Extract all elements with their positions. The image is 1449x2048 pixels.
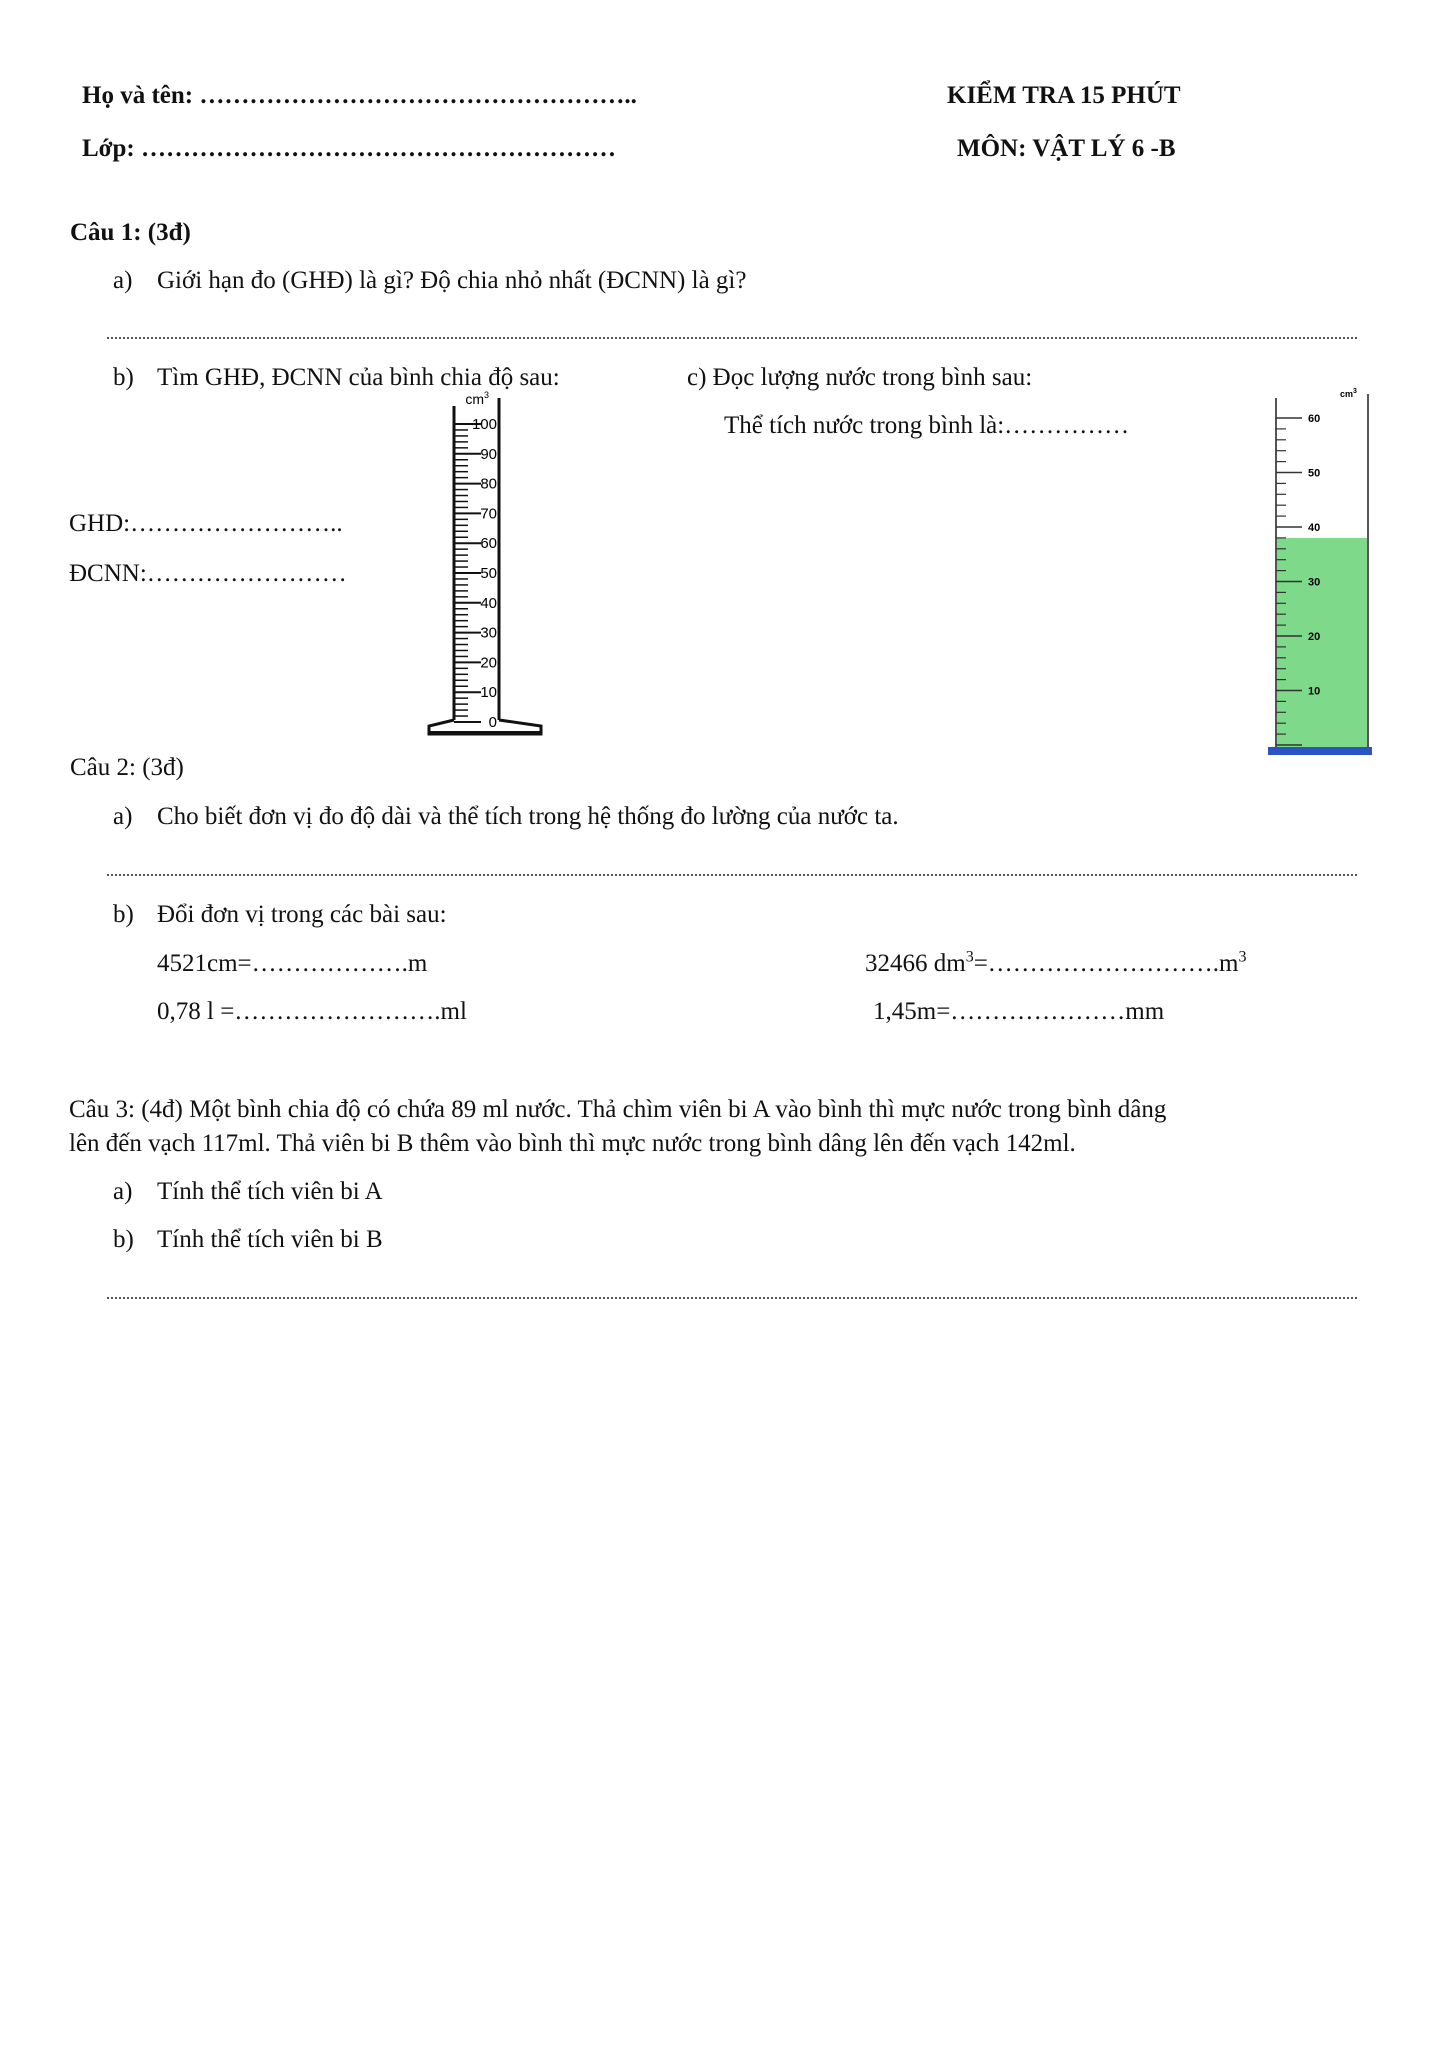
cylinder2-label: 50 — [1308, 467, 1321, 480]
conversion-2-sup2: 3 — [1238, 948, 1247, 966]
q3-b-text: Tính thể tích viên bi B — [157, 1226, 383, 1253]
q1-a-text: Giới hạn đo (GHĐ) là gì? Độ chia nhỏ nhất (ĐCNN) là gì? — [157, 267, 747, 294]
conversion-1[interactable]: 4521cm=……………….m — [157, 950, 428, 977]
answer-line-q2a[interactable] — [107, 874, 1357, 876]
cylinder2-label: 60 — [1308, 413, 1321, 425]
q2-title: Câu 2: (3đ) — [70, 754, 184, 781]
conversion-2-post: =……………………….m — [973, 950, 1239, 977]
cylinder2-label: 10 — [1308, 685, 1321, 698]
q1-b-marker: b) — [113, 364, 134, 391]
cylinder1-label: 60 — [480, 535, 497, 553]
q3-line-1: Câu 3: (4đ) Một bình chia độ có chứa 89 ml nước. Thả chìm viên bi A vào bình thì mực nước trong bình dâng — [69, 1096, 1167, 1123]
q1-ghd-text[interactable]: GHD:…………………….. — [69, 510, 343, 537]
cylinder1-label: 70 — [480, 505, 497, 523]
q2-a-text: Cho biết đơn vị đo độ dài và thể tích trong hệ thống đo lường của nước ta. — [157, 803, 899, 830]
cylinder2-unit: $cm^3$ — [1340, 388, 1357, 399]
exam-subject: MÔN: VẬT LÝ 6 -B — [957, 135, 1176, 162]
q1-volume-text[interactable]: Thể tích nước trong bình là:…………… — [724, 412, 1130, 439]
cylinder2-label: 30 — [1308, 576, 1321, 589]
cylinder1-label: 10 — [480, 684, 497, 702]
class-dots: ………………………………………………… — [141, 135, 616, 162]
cylinder1-label: 50 — [480, 565, 497, 582]
exam-title: KIỂM TRA 15 PHÚT — [947, 82, 1181, 109]
q1-a-marker: a) — [113, 267, 133, 294]
q1-dcnn-text[interactable]: ĐCNN:…………………… — [69, 560, 347, 587]
cylinder2-label: 40 — [1308, 522, 1321, 534]
q2-a-marker: a) — [113, 803, 133, 830]
class-label: Lớp: — [82, 135, 135, 162]
q1-title: Câu 1: (3đ) — [70, 219, 191, 246]
conversion-2-sup: 3 — [965, 948, 974, 966]
q3-line-2: lên đến vạch 117ml. Thả viên bi B thêm vào bình thì mực nước trong bình dâng lên đến vạch 142ml. — [69, 1130, 1076, 1157]
q3-a-text: Tính thể tích viên bi A — [157, 1178, 383, 1205]
cylinder1-ticks — [454, 424, 481, 722]
cylinder2-water — [1276, 538, 1368, 748]
cylinder1-label: 100 — [471, 416, 497, 433]
name-field[interactable] — [82, 82, 637, 110]
cylinder1-label: 40 — [480, 594, 497, 612]
conversion-4[interactable]: 1,45m=…………………mm — [873, 998, 1165, 1025]
class-field[interactable] — [82, 135, 616, 163]
answer-line-q1a[interactable] — [107, 337, 1357, 339]
q3-b-marker: b) — [113, 1226, 134, 1253]
conversion-2[interactable] — [865, 950, 1247, 978]
cylinder2-base — [1268, 747, 1372, 755]
q1-b-text: Tìm GHĐ, ĐCNN của bình chia độ sau: — [157, 364, 560, 391]
cylinder1-label: 0 — [488, 714, 497, 731]
graduated-cylinder-1 — [415, 388, 555, 743]
name-label: Họ và tên: — [82, 82, 194, 109]
cylinder1-unit: $cm^3$ — [465, 390, 489, 407]
conversion-3[interactable]: 0,78 l =…………………….ml — [157, 998, 467, 1025]
q1-c-text: c) Đọc lượng nước trong bình sau: — [687, 364, 1033, 391]
cylinder1-label: 90 — [480, 445, 497, 463]
graduated-cylinder-2 — [1268, 388, 1376, 760]
q2-b-marker: b) — [113, 901, 134, 928]
q3-a-marker: a) — [113, 1178, 133, 1205]
q2-b-text: Đổi đơn vị trong các bài sau: — [157, 901, 447, 928]
cylinder2-label: 20 — [1308, 631, 1321, 643]
answer-line-q3[interactable] — [107, 1297, 1357, 1299]
conversion-2-pre: 32466 dm — [865, 950, 966, 977]
name-dots: …………………………………………….. — [199, 82, 637, 109]
cylinder1-label: 80 — [480, 475, 497, 493]
cylinder1-label: 30 — [480, 624, 497, 642]
cylinder1-label: 20 — [480, 654, 497, 672]
